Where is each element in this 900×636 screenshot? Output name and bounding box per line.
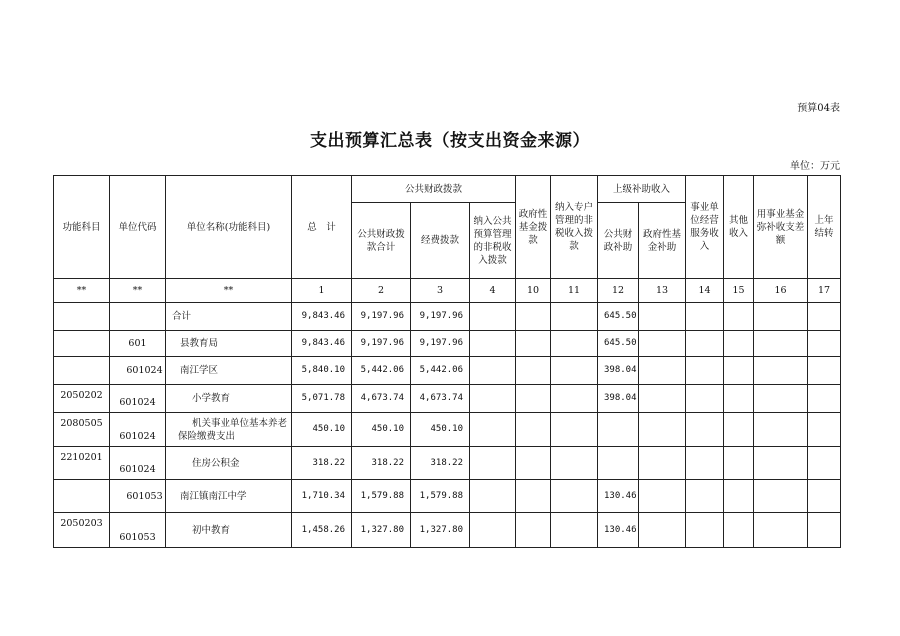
cell-name: 南江学区	[166, 357, 292, 385]
empty-cell	[754, 480, 808, 513]
cell-func: 2050203	[54, 513, 110, 548]
cell-name: 南江镇南江中学	[166, 480, 292, 513]
empty-cell	[754, 303, 808, 331]
cell-total: 318.22	[292, 447, 352, 480]
cell-total: 1,710.34	[292, 480, 352, 513]
unit-label: 单位：万元	[790, 161, 840, 172]
table-row	[54, 480, 841, 513]
table-row	[54, 357, 841, 385]
header-biz-income: 事业单位经营服务收入	[686, 176, 724, 279]
table-row	[54, 331, 841, 357]
empty-cell	[686, 357, 724, 385]
cell-funding: 9,197.96	[411, 331, 470, 357]
empty-cell	[470, 447, 516, 480]
header-gov-fund-grant: 政府性基金补助	[639, 203, 686, 279]
empty-cell	[754, 357, 808, 385]
cell-code: 601024	[110, 385, 166, 413]
header-func-subject: 功能科目	[54, 176, 110, 279]
cell-pf-grant: 398.04	[598, 357, 639, 385]
index-cell: 14	[686, 279, 724, 303]
empty-cell	[808, 513, 841, 548]
header-biz-fund: 用事业基金弥补收支差额	[754, 176, 808, 279]
cell-func	[54, 303, 110, 331]
cell-pf-total: 1,327.80	[352, 513, 411, 548]
empty-cell	[470, 480, 516, 513]
cell-total: 5,071.78	[292, 385, 352, 413]
cell-code	[110, 303, 166, 331]
cell-funding: 1,579.88	[411, 480, 470, 513]
empty-cell	[639, 385, 686, 413]
header-other-income: 其他收入	[724, 176, 754, 279]
cell-code: 601024	[110, 447, 166, 480]
empty-cell	[516, 480, 551, 513]
header-unit-name: 单位名称(功能科目)	[166, 176, 292, 279]
empty-cell	[686, 303, 724, 331]
empty-cell	[808, 413, 841, 447]
empty-cell	[754, 385, 808, 413]
empty-cell	[516, 513, 551, 548]
cell-total: 5,840.10	[292, 357, 352, 385]
cell-func	[54, 331, 110, 357]
empty-cell	[639, 357, 686, 385]
cell-pf-total: 5,442.06	[352, 357, 411, 385]
cell-total: 1,458.26	[292, 513, 352, 548]
empty-cell	[724, 385, 754, 413]
cell-name: 初中教育	[166, 513, 292, 548]
empty-cell	[808, 447, 841, 480]
empty-cell	[686, 513, 724, 548]
empty-cell	[551, 513, 598, 548]
cell-func	[54, 480, 110, 513]
empty-cell	[551, 480, 598, 513]
empty-cell	[724, 480, 754, 513]
cell-code: 601024	[110, 357, 166, 385]
empty-cell	[639, 513, 686, 548]
header-carryover: 上年结转	[808, 176, 841, 279]
cell-funding: 1,327.80	[411, 513, 470, 548]
cell-name: 合计	[166, 303, 292, 331]
cell-pf-grant	[598, 413, 639, 447]
cell-name: 小学教育	[166, 385, 292, 413]
cell-pf-total: 318.22	[352, 447, 411, 480]
cell-total: 9,843.46	[292, 331, 352, 357]
table-row	[54, 303, 841, 331]
empty-cell	[724, 513, 754, 548]
header-gov-fund: 政府性基金拨款	[516, 176, 551, 279]
empty-cell	[551, 303, 598, 331]
table-row	[54, 385, 841, 413]
cell-funding: 5,442.06	[411, 357, 470, 385]
index-cell: **	[54, 279, 110, 303]
empty-cell	[639, 447, 686, 480]
empty-cell	[754, 413, 808, 447]
empty-cell	[686, 413, 724, 447]
cell-name: 机关事业单位基本养老保险缴费支出	[166, 413, 292, 447]
index-cell: 12	[598, 279, 639, 303]
cell-funding: 4,673.74	[411, 385, 470, 413]
header-public-fin-total: 公共财政拨款合计	[352, 203, 411, 279]
empty-cell	[724, 357, 754, 385]
form-number: 预算04表	[797, 103, 840, 114]
empty-cell	[724, 413, 754, 447]
empty-cell	[808, 480, 841, 513]
empty-cell	[808, 357, 841, 385]
cell-pf-total: 450.10	[352, 413, 411, 447]
index-cell: 16	[754, 279, 808, 303]
page-title: 支出预算汇总表（按支出资金来源）	[310, 131, 590, 151]
budget-table	[53, 175, 841, 548]
cell-name: 县教育局	[166, 331, 292, 357]
empty-cell	[551, 413, 598, 447]
cell-pf-total: 9,197.96	[352, 303, 411, 331]
header-nontax-budget: 纳入公共预算管理的非税收入拨款	[470, 203, 516, 279]
cell-pf-total: 9,197.96	[352, 331, 411, 357]
empty-cell	[470, 385, 516, 413]
empty-cell	[754, 447, 808, 480]
header-unit-code: 单位代码	[110, 176, 166, 279]
cell-pf-total: 4,673.74	[352, 385, 411, 413]
empty-cell	[639, 331, 686, 357]
cell-func: 2050202	[54, 385, 110, 413]
index-cell: **	[166, 279, 292, 303]
empty-cell	[724, 447, 754, 480]
empty-cell	[516, 303, 551, 331]
index-cell: 4	[470, 279, 516, 303]
empty-cell	[551, 447, 598, 480]
empty-cell	[754, 513, 808, 548]
empty-cell	[724, 303, 754, 331]
cell-pf-grant: 645.50	[598, 331, 639, 357]
header-pub-fin-grant: 公共财政补助	[598, 203, 639, 279]
header-total: 总 计	[292, 176, 352, 279]
empty-cell	[516, 385, 551, 413]
empty-cell	[754, 331, 808, 357]
index-row	[54, 279, 841, 303]
index-cell: 13	[639, 279, 686, 303]
header-public-fin: 公共财政拨款	[352, 176, 516, 203]
index-cell: 10	[516, 279, 551, 303]
empty-cell	[808, 385, 841, 413]
cell-total: 450.10	[292, 413, 352, 447]
cell-funding: 9,197.96	[411, 303, 470, 331]
empty-cell	[686, 480, 724, 513]
cell-pf-grant: 398.04	[598, 385, 639, 413]
cell-pf-grant: 130.46	[598, 480, 639, 513]
empty-cell	[470, 331, 516, 357]
empty-cell	[470, 413, 516, 447]
cell-code: 601053	[110, 513, 166, 548]
index-cell: 3	[411, 279, 470, 303]
index-cell: **	[110, 279, 166, 303]
cell-pf-grant	[598, 447, 639, 480]
cell-code: 601053	[110, 480, 166, 513]
cell-code: 601	[110, 331, 166, 357]
header-special-nontax: 纳入专户管理的非税收入拨款	[551, 176, 598, 279]
empty-cell	[516, 413, 551, 447]
index-cell: 11	[551, 279, 598, 303]
empty-cell	[686, 385, 724, 413]
empty-cell	[516, 357, 551, 385]
index-cell: 17	[808, 279, 841, 303]
cell-func	[54, 357, 110, 385]
empty-cell	[639, 303, 686, 331]
empty-cell	[516, 331, 551, 357]
empty-cell	[724, 331, 754, 357]
empty-cell	[808, 303, 841, 331]
empty-cell	[470, 513, 516, 548]
empty-cell	[686, 447, 724, 480]
cell-code: 601024	[110, 413, 166, 447]
header-upper-grant: 上级补助收入	[598, 176, 686, 203]
empty-cell	[808, 331, 841, 357]
index-cell: 15	[724, 279, 754, 303]
cell-pf-grant: 130.46	[598, 513, 639, 548]
empty-cell	[686, 331, 724, 357]
empty-cell	[551, 385, 598, 413]
cell-funding: 318.22	[411, 447, 470, 480]
cell-pf-grant: 645.50	[598, 303, 639, 331]
cell-name: 住房公积金	[166, 447, 292, 480]
cell-total: 9,843.46	[292, 303, 352, 331]
table-row	[54, 447, 841, 480]
cell-func: 2080505	[54, 413, 110, 447]
empty-cell	[470, 303, 516, 331]
cell-pf-total: 1,579.88	[352, 480, 411, 513]
cell-func: 2210201	[54, 447, 110, 480]
empty-cell	[551, 331, 598, 357]
empty-cell	[516, 447, 551, 480]
table-row	[54, 413, 841, 447]
header-funding: 经费拨款	[411, 203, 470, 279]
empty-cell	[551, 357, 598, 385]
table-row	[54, 513, 841, 548]
index-cell: 2	[352, 279, 411, 303]
empty-cell	[639, 413, 686, 447]
cell-funding: 450.10	[411, 413, 470, 447]
empty-cell	[470, 357, 516, 385]
empty-cell	[639, 480, 686, 513]
index-cell: 1	[292, 279, 352, 303]
